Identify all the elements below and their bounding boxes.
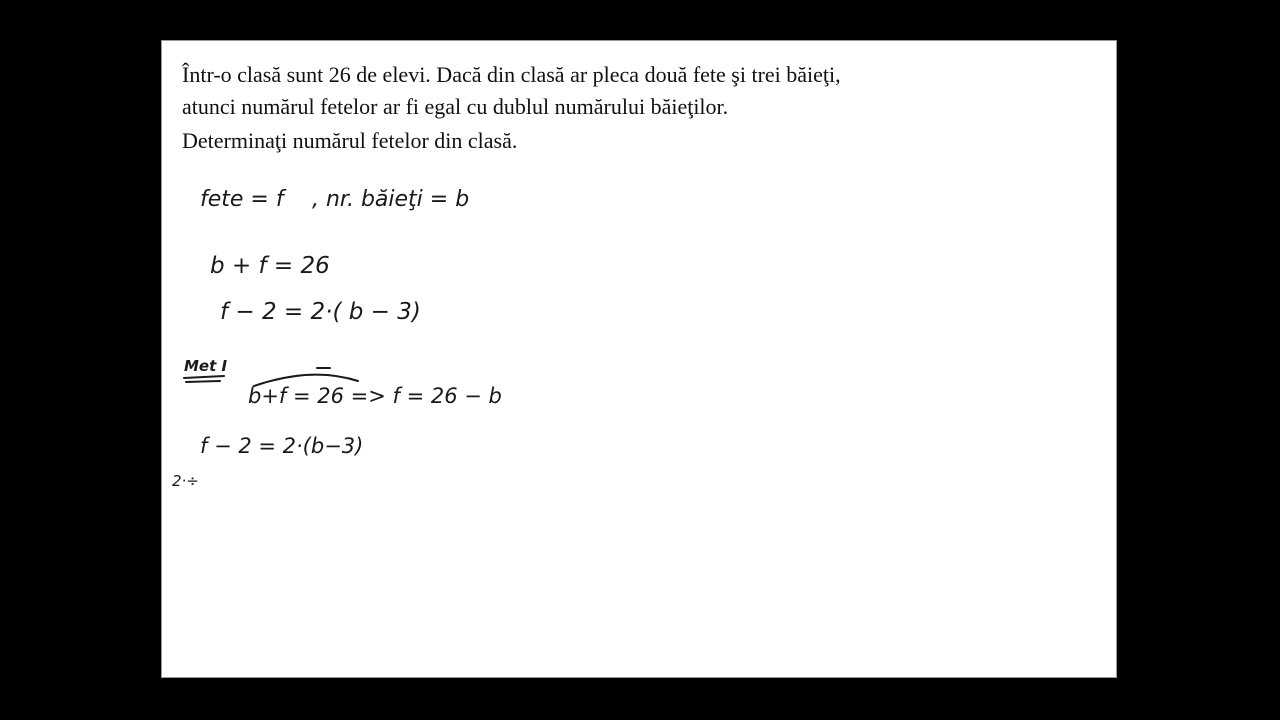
problem-question: Determinaţi numărul fetelor din clasă. xyxy=(182,128,518,153)
hand-def-fete: fete = f xyxy=(200,187,284,212)
hand-equation-2: f − 2 = 2·( b − 3) xyxy=(220,299,421,325)
problem-line-2: atunci numărul fetelor ar fi egal cu dublul numărului băieţilor. xyxy=(182,94,729,119)
handwritten-solution xyxy=(162,41,1118,679)
hand-method-underline xyxy=(184,376,224,382)
hand-def-baieti: , nr. băieţi = b xyxy=(312,187,470,212)
hand-step-2: f − 2 = 2·(b−3) xyxy=(200,434,364,458)
whiteboard-page xyxy=(161,40,1117,678)
hand-margin-note: 2·÷ xyxy=(172,472,199,490)
hand-equation-1: b + f = 26 xyxy=(210,253,330,279)
hand-step-1: b+f = 26 => f = 26 − b xyxy=(248,384,502,408)
hand-method-label: Met I xyxy=(184,357,228,375)
problem-line-1: Într-o clasă sunt 26 de elevi. Dacă din clasă ar pleca două fete şi trei băieţi, xyxy=(182,62,841,87)
